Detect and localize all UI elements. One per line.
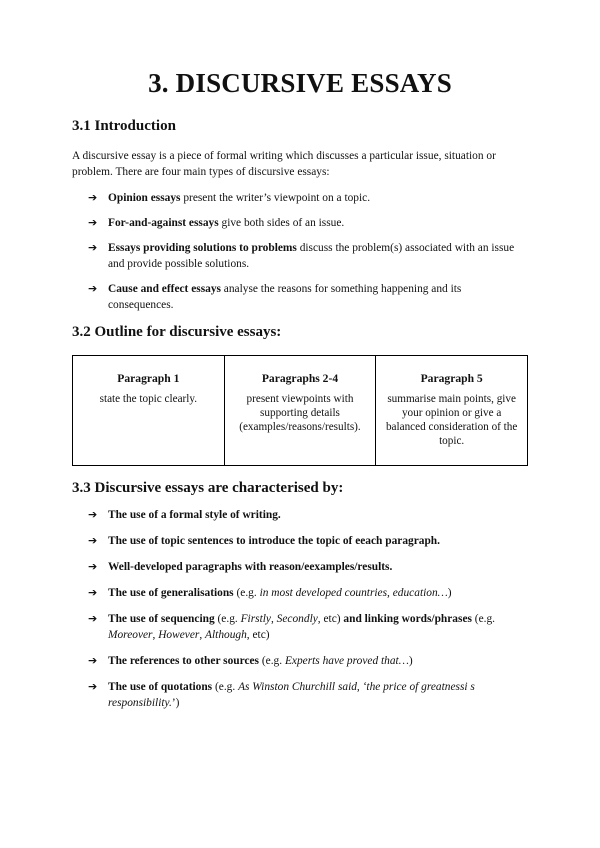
arrow-right-icon: ➔ — [88, 534, 98, 547]
outline-table — [72, 355, 528, 466]
section-heading-outline: 3.2 Outline for discursive essays: — [72, 324, 282, 340]
arrow-right-icon: ➔ — [88, 680, 98, 693]
arrow-right-icon: ➔ — [88, 241, 98, 254]
list-item: ➔ Opinion essays present the writer’s viewpoint on a topic. — [88, 191, 371, 204]
outline-cell-paragraph-1 — [73, 356, 225, 466]
list-item: ➔ Well-developed paragraphs with reason/eexamples/results. — [88, 560, 393, 573]
arrow-right-icon: ➔ — [88, 216, 98, 229]
document-title: 3. DISCURSIVE ESSAYS — [148, 68, 452, 98]
section-heading-characteristics: 3.3 Discursive essays are characterised by: — [72, 480, 344, 496]
arrow-right-icon: ➔ — [88, 560, 98, 573]
list-item: ➔ The use of quotations (e.g. As Winston Churchill said, ‘the price of greatnessi s responsibility.’) — [88, 680, 475, 709]
arrow-right-icon: ➔ — [88, 612, 98, 625]
outline-column-body: summarise main points, give your opinion or give a balanced consideration of the topic. — [385, 393, 518, 447]
outline-cell-paragraphs-2-4 — [224, 356, 376, 466]
arrow-right-icon: ➔ — [88, 282, 98, 295]
arrow-right-icon: ➔ — [88, 654, 98, 667]
list-item: ➔ The use of a formal style of writing. — [88, 508, 281, 521]
list-item: ➔ For-and-against essays give both sides of an issue. — [88, 216, 345, 229]
outline-column-header: Paragraph 1 — [117, 372, 180, 385]
outline-column-header: Paragraphs 2-4 — [261, 372, 339, 385]
list-item: ➔ The use of sequencing (e.g. Firstly, Secondly, etc) and linking words/phrases (e.g. Moreover, However, Although, etc) — [88, 612, 496, 641]
list-item: ➔ The references to other sources (e.g. Experts have proved that…) — [88, 654, 413, 667]
section-heading-introduction: 3.1 Introduction — [72, 118, 176, 134]
outline-cell-paragraph-5 — [376, 356, 528, 466]
intro-paragraph: A discursive essay is a piece of formal writing which discusses a particular issue, situation or problem. There are four main types of discursive essays: — [72, 150, 496, 178]
list-item: ➔ The use of generalisations (e.g. in most developed countries, education…) — [88, 586, 452, 599]
outline-column-body: present viewpoints with supporting details (examples/reasons/results). — [239, 393, 361, 433]
characteristics-list — [88, 507, 528, 711]
list-item: ➔ The use of topic sentences to introduce the topic of eeach paragraph. — [88, 534, 440, 547]
list-item: ➔ Cause and effect essays analyse the reasons for something happening and its consequences. — [88, 282, 462, 311]
essay-types-list — [88, 190, 528, 313]
arrow-right-icon: ➔ — [88, 586, 98, 599]
list-item: ➔ Essays providing solutions to problems discuss the problem(s) associated with an issue and provide possible solutions. — [88, 241, 515, 270]
outline-column-header: Paragraph 5 — [420, 372, 483, 385]
arrow-right-icon: ➔ — [88, 191, 98, 204]
outline-column-body: state the topic clearly. — [99, 393, 198, 405]
arrow-right-icon: ➔ — [88, 508, 98, 521]
